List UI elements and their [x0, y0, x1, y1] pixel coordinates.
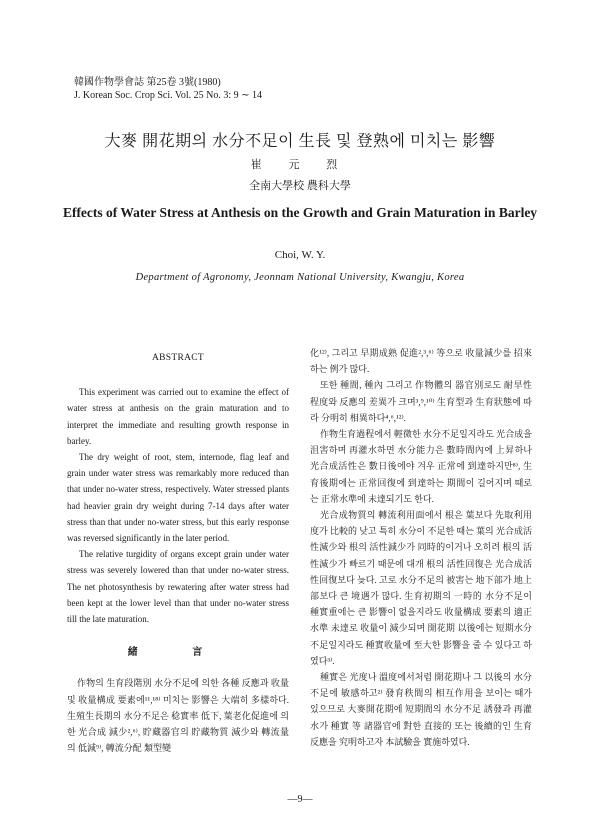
right-column — [310, 345, 532, 750]
introduction-paragraph: 光合成物質의 轉流利用面에서 根은 葉보다 先取利用度가 比較的 낮고 특히 水分이 不足한 때는 葉의 光合成活性減少와 根의 活性減少가 同時的이거나 오히려 根의 活性減少가 빠르기 때문에 대개 根의 活性回復은 光合成活性回復보다 늦다. 고로 水分不足의 被害는 地下部가 地上部보다 큰 境遇가 많다. 生育初期의 一時的 水分不足이 種實重에는 큰 影響이 없을지라도 收量構成 要素의 適正水準 未達로 收量이 減少되며 開花期 以後에는 短期水分不足일지라도 種實收量에 至大한 影響을 줄 수 있다고 하였다³⁾. — [310, 510, 532, 666]
journal-title-ko: 韓國作物學會誌 第25卷 3號(1980) — [74, 77, 221, 88]
introduction-heading: 緒 言 — [127, 647, 229, 659]
affiliation-en: Department of Agronomy, Jeonnam National University, Kwangju, Korea — [135, 272, 465, 283]
author-name-ko: 崔 元 烈 — [250, 159, 350, 171]
journal-header — [74, 76, 262, 102]
abstract-paragraph: This experiment was carried out to examine the effect of water stress at anthesis on the grain maturation and to interpret the immediate and resulting growth response in barley. — [67, 387, 289, 446]
paper-title-ko: 大麥 開花期의 水分不足이 生長 및 登熟에 미치는 影響 — [104, 133, 496, 150]
left-column — [67, 350, 289, 756]
journal-title-en: J. Korean Soc. Crop Sci. Vol. 25 No. 3: 9 ∼ 14 — [74, 90, 263, 101]
introduction-paragraph: 또한 種間, 種內 그리고 作物體의 器官別로도 耐旱性 程度와 反應의 差異가 크며³,⁹,¹⁰⁾ 生育型과 生育狀態에 따라 分明히 相異하다⁴,⁶,¹²⁾. — [310, 380, 532, 423]
paper-title-en: Effects of Water Stress at Anthesis on the Growth and Grain Maturation in Barley — [62, 205, 538, 220]
introduction-paragraph: 種實은 光度나 溫度에서처럼 開花期나 그 以後의 水分不足에 敏感하고²⁾ 發育秩間의 相互作用을 보이는 때가 있으므로 大麥開花期에 短期間의 水分不足 誘發과 再灌水가 種實 等 諸器官에 對한 直接的 또는 後續的인 生育反應을 究明하고자 本試驗을 實施하였다. — [310, 672, 532, 747]
introduction-paragraph: 作物의 生育段階別 水分不足에 의한 各種 反應과 收量 및 收量構成 要素에¹¹,¹⁸⁾ 미치는 影響은 大端히 多樣하다. 生殖生長期의 水分不足은 稔實率 低下, 葉老化促進에 의한 光合成 減少²,⁶⁾, 貯藏器官의 貯藏物質 減少와 轉流量의 低減⁹⁾, 轉流分配 類型變 — [67, 678, 289, 754]
affiliation-ko: 全南大學校 農科大學 — [249, 180, 351, 192]
author-name-en: Choi, W. Y. — [274, 249, 326, 261]
introduction-paragraph: 化¹²⁾, 그리고 早期成熟 促進²,³,⁶⁾ 等으로 收量減少를 招來하는 例가 많다. — [310, 348, 532, 375]
abstract-paragraph: The relative turgidity of organs except grain under water stress was severely lowered than that under no-water stress. The net photosynthesis by rewatering after water stress had been kept at the lower level than that under no-water stress till the late maturation. — [67, 549, 289, 625]
page-number: —9— — [287, 794, 313, 805]
abstract-paragraph: The dry weight of root, stem, internode, flag leaf and grain under water stress was remarkably more reduced than that under no-water stress, respectively. Water stressed plants had heavier grain dry weight during 7-14 days after water stress than that under no-water stress, but this early response was reversed significantly in the later period. — [67, 452, 289, 544]
introduction-paragraph: 作物生育過程에서 輕微한 水分不足일지라도 光合成을 沮害하며 再灌水하면 水分能力은 數時間內에 上昇하나 光合成活性은 數日後에야 겨우 正常에 到達하지만⁸⁾, 生育後期에는 正常回復에 到達하는 期間이 길어지며 때로는 正常水準에 未達되기도 한다. — [310, 429, 532, 504]
abstract-heading: ABSTRACT — [151, 353, 205, 363]
